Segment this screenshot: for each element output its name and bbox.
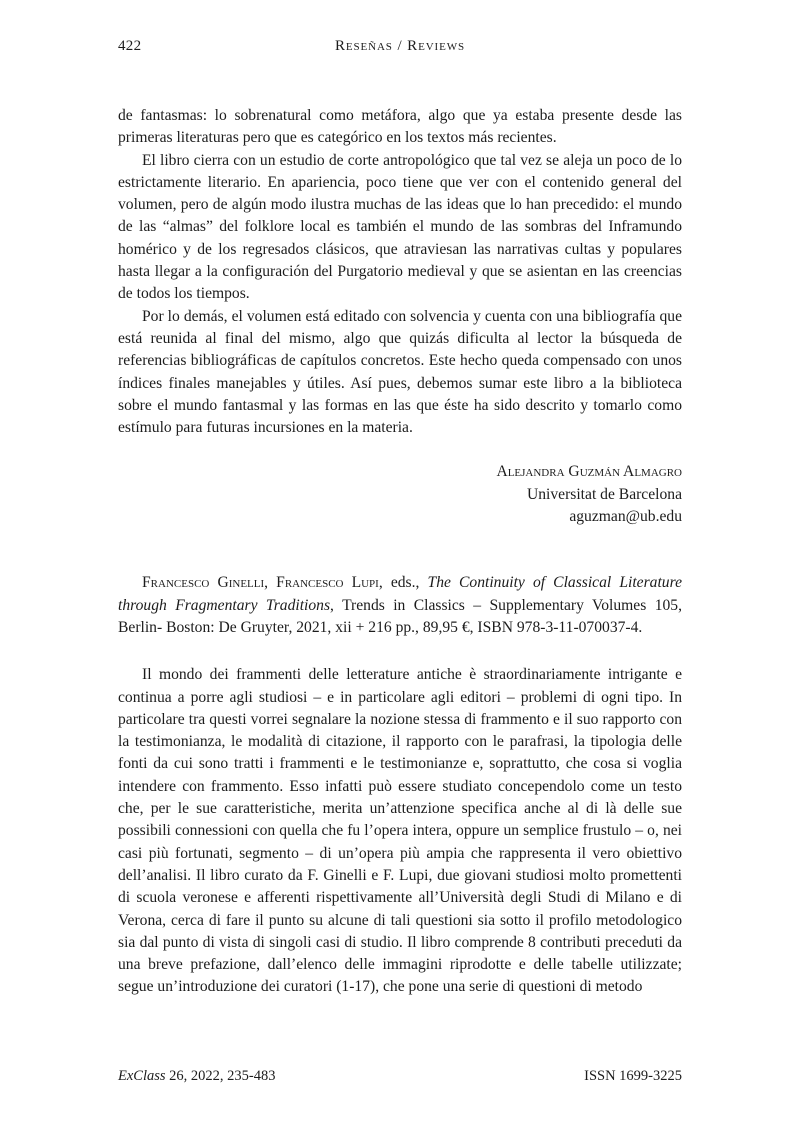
page-number: 422 xyxy=(118,38,142,54)
issn: ISSN 1699-3225 xyxy=(584,1068,682,1084)
review-paragraph: Por lo demás, el volumen está editado con solvencia y cuenta con una bibliografía que está reunida al final del mismo, algo que quizás dificulta al lector la búsqueda de referencias bibliográficas de capítulos concretos. Este hecho queda compensado con unos índices finales manejables y útiles. Así pues, debemos sumar este libro a la biblioteca sobre el mundo fantasmal y las formas en las que éste ha sido descrito y tomarlo como estímulo para futuras incursiones en la materia. xyxy=(118,307,682,437)
book-title: The Continuity of Classical Literature through Fragmentary Traditions xyxy=(118,574,682,614)
reviewer-affiliation: Universitat de Barcelona xyxy=(526,485,682,503)
journal-name: ExClass xyxy=(118,1068,166,1084)
citation-separator: , xyxy=(264,574,277,592)
journal-issue: 26, 2022, 235-483 xyxy=(165,1068,276,1084)
running-title: Reseñas / Reviews xyxy=(334,38,466,54)
reviewer-name: Alejandra Guzmán Almagro xyxy=(496,463,682,481)
running-head xyxy=(118,38,682,55)
editor-name: Francesco Lupi xyxy=(276,574,379,592)
journal-reference xyxy=(118,1068,276,1085)
review-paragraph-continuation: de fantasmas: lo sobrenatural como metáfora, algo que ya estaba presente desde las primeras literaturas pero que es categórico en los textos más recientes. xyxy=(118,107,682,147)
review-paragraph: Il mondo dei frammenti delle letterature antiche è straordinariamente intrigante e continua a porre agli studiosi – e in particolare agli editori – problemi di ogni tipo. In particolare tra questi vorrei segnalare la nozione stessa di frammento e il suo rapporto con la testimonianza, le modalità di citazione, il rapporto con le parafrasi, la tipologia delle fonti da cui sono tratti i frammenti e le testimonianze e, soprattutto, che cosa si voglia intendere con frammento. Esso infatti può essere studiato concependolo come un testo che, per le sue caratteristiche, merita un’attenzione specifica anche al di là delle sue possibili connessioni con quella che fu l’opera intera, oppure un semplice frustulo – o, nei casi più fortunati, segmento – di un’opera più ampia che rappresenta il vero obiettivo dell’analisi. Il libro curato da F. Ginelli e F. Lupi, due giovani studiosi molto promettenti di scuola veronese e afferenti rispettivamente all’Università degli Studi di Milano e di Verona, cerca di fare il punto su alcune di tali questioni sia sotto il profilo metodologico sia dal punto di vista di singoli casi di studio. Il libro comprende 8 contributi preceduti da una breve prefazione, dall’elenco delle immagini riprodotte e delle tabelle utilizzate; segue un’introduzione dei curatori (1-17), che pone una serie di questioni di metodo xyxy=(118,666,682,996)
page-footer xyxy=(118,1068,682,1085)
reviewer-email: aguzman@ub.edu xyxy=(569,508,682,526)
editor-name: Francesco Ginelli xyxy=(142,574,265,592)
review-signature xyxy=(118,461,682,528)
page-body xyxy=(118,105,682,999)
citation-details: , Trends in Classics – Supplementary Volumes 105, Berlin- Boston: De Gruyter, 2021, xii + 216 pp., 89,95 €, ISBN 978-3-11-070037-4. xyxy=(118,596,682,636)
book-citation xyxy=(118,572,682,639)
review-paragraph: El libro cierra con un estudio de corte antropológico que tal vez se aleja un poco de lo estrictamente literario. En apariencia, poco tiene que ver con el contenido general del volumen, pero de algún modo ilustra muchas de las ideas que lo han precedido: el mundo de las “almas” del folklore local es también el mundo de las sombras del Inframundo homérico y de los regresados clásicos, que atraviesan las narrativas cultas y populares hasta llegar a la configuración del Purgatorio medieval y que se asientan en las creencias de todos los tiempos. xyxy=(118,151,682,303)
citation-eds-label: , eds., xyxy=(378,574,428,592)
